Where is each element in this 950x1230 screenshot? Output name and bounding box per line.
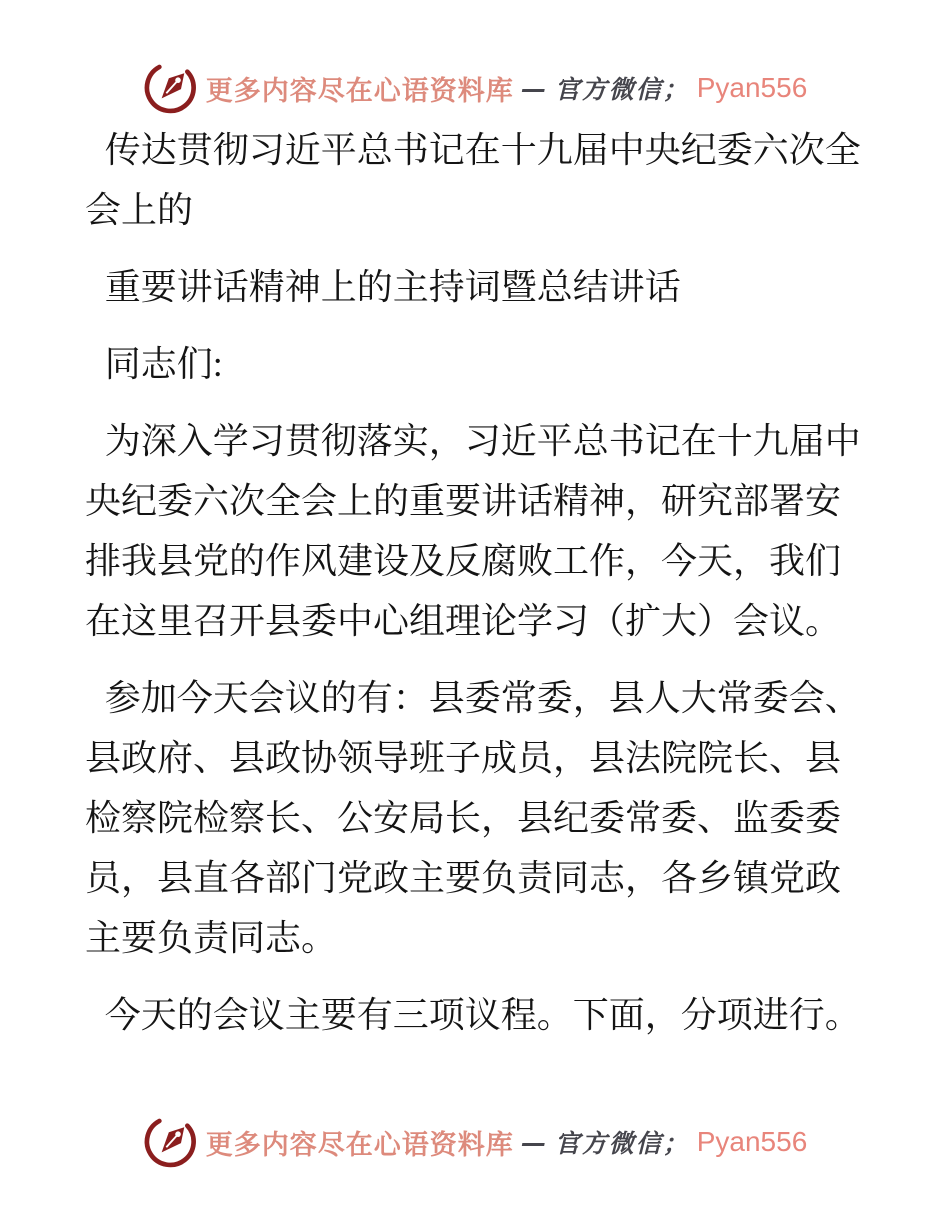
- document-content: [85, 120, 865, 1062]
- watermark-dash: —: [520, 1127, 548, 1157]
- pen-nib-circle-logo-icon: [143, 60, 199, 116]
- watermark-dash: —: [520, 73, 548, 103]
- document-title-line-1: 传达贯彻习近平总书记在十九届中央纪委六次全会上的: [85, 130, 861, 230]
- watermark-brand-text: 更多内容尽在心语资料库: [205, 75, 514, 106]
- header-watermark: [0, 60, 950, 116]
- paragraph-3: 今天的会议主要有三项议程。下面，分项进行。: [104, 995, 861, 1035]
- paragraph-2: 参加今天会议的有：县委常委，县人大常委会、县政府、县政协领导班子成员，县法院院长、县检察院检察长、公安局长，县纪委常委、监委委员，县直各部门党政主要负责同志，各乡镇党政主要负责同志。: [85, 678, 861, 958]
- pen-nib-circle-logo-icon: [143, 1114, 199, 1170]
- paragraph-1: 为深入学习贯彻落实，习近平总书记在十九届中央纪委六次全会上的重要讲话精神，研究部署安排我县党的作风建设及反腐败工作，今天，我们在这里召开县委中心组理论学习（扩大）会议。: [85, 421, 861, 641]
- document-title-line-2: 重要讲话精神上的主持词暨总结讲话: [104, 267, 681, 307]
- salutation: 同志们:: [104, 344, 223, 384]
- watermark-wechat-label: 官方微信；: [554, 75, 690, 104]
- watermark-wechat-id: Pyan556: [696, 72, 808, 103]
- footer-watermark: [0, 1114, 950, 1170]
- watermark-wechat-label: 官方微信；: [554, 1129, 690, 1158]
- watermark-wechat-id: Pyan556: [696, 1126, 808, 1157]
- watermark-brand-text: 更多内容尽在心语资料库: [205, 1129, 514, 1160]
